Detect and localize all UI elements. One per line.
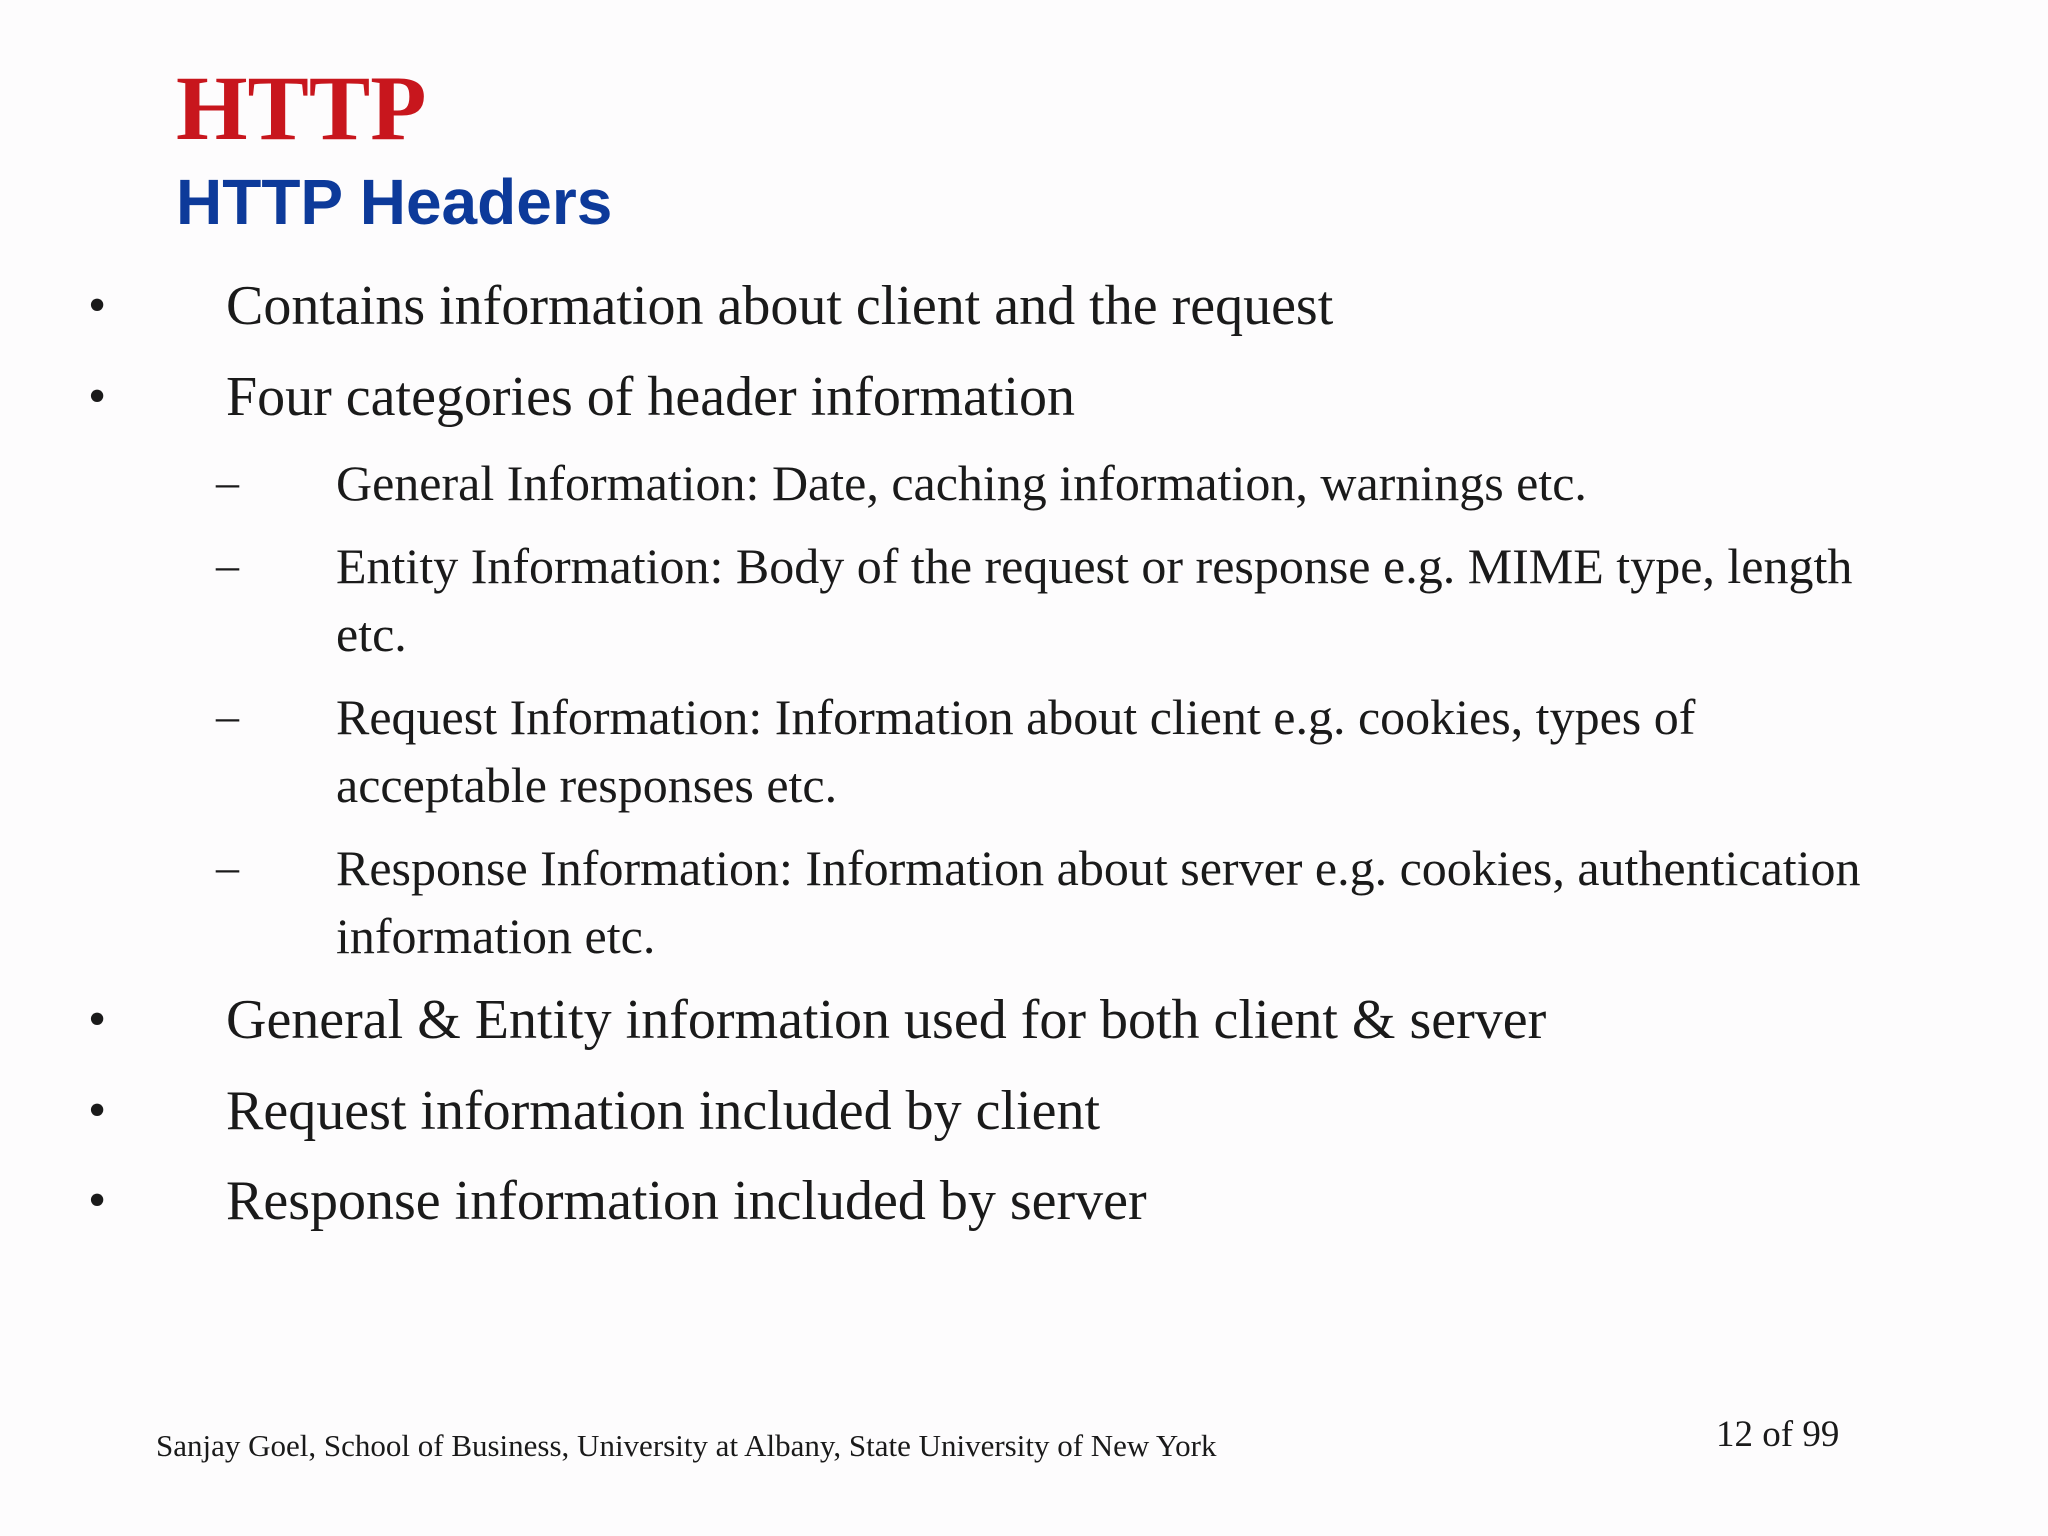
bullet-marker: • (88, 368, 107, 425)
bullet-text: Request information included by client (226, 1080, 1101, 1142)
sub-bullet-text: Entity Information: Body of the request or response e.g. MIME type, length etc. (336, 538, 1853, 662)
slide-title: HTTP (176, 57, 427, 159)
bullet-marker: • (88, 1172, 107, 1229)
dash-marker: – (216, 690, 239, 741)
dash-marker: – (216, 841, 239, 892)
dash-marker: – (216, 456, 239, 507)
sub-bullet-text: Response Information: Information about server e.g. cookies, authentication information etc. (336, 840, 1861, 964)
bullet-text: General & Entity information used for both client & server (226, 989, 1547, 1051)
sub-bullet-text: Request Information: Information about client e.g. cookies, types of acceptable responses etc. (336, 689, 1696, 813)
bullet-text: Contains information about client and the request (226, 275, 1334, 337)
sub-bullet-text: General Information: Date, caching information, warnings etc. (336, 455, 1587, 511)
bullet-marker: • (88, 277, 107, 334)
bullet-text: Four categories of header information (226, 366, 1076, 428)
dash-marker: – (216, 539, 239, 590)
bullet-marker: • (88, 1082, 107, 1139)
slide-subtitle: HTTP Headers (176, 166, 613, 238)
slide-footer: Sanjay Goel, School of Business, University at Albany, State University of New York (156, 1428, 1217, 1463)
bullet-marker: • (88, 991, 107, 1048)
bullet-text: Response information included by server (226, 1170, 1147, 1232)
page-number: 12 of 99 (1716, 1414, 1840, 1455)
